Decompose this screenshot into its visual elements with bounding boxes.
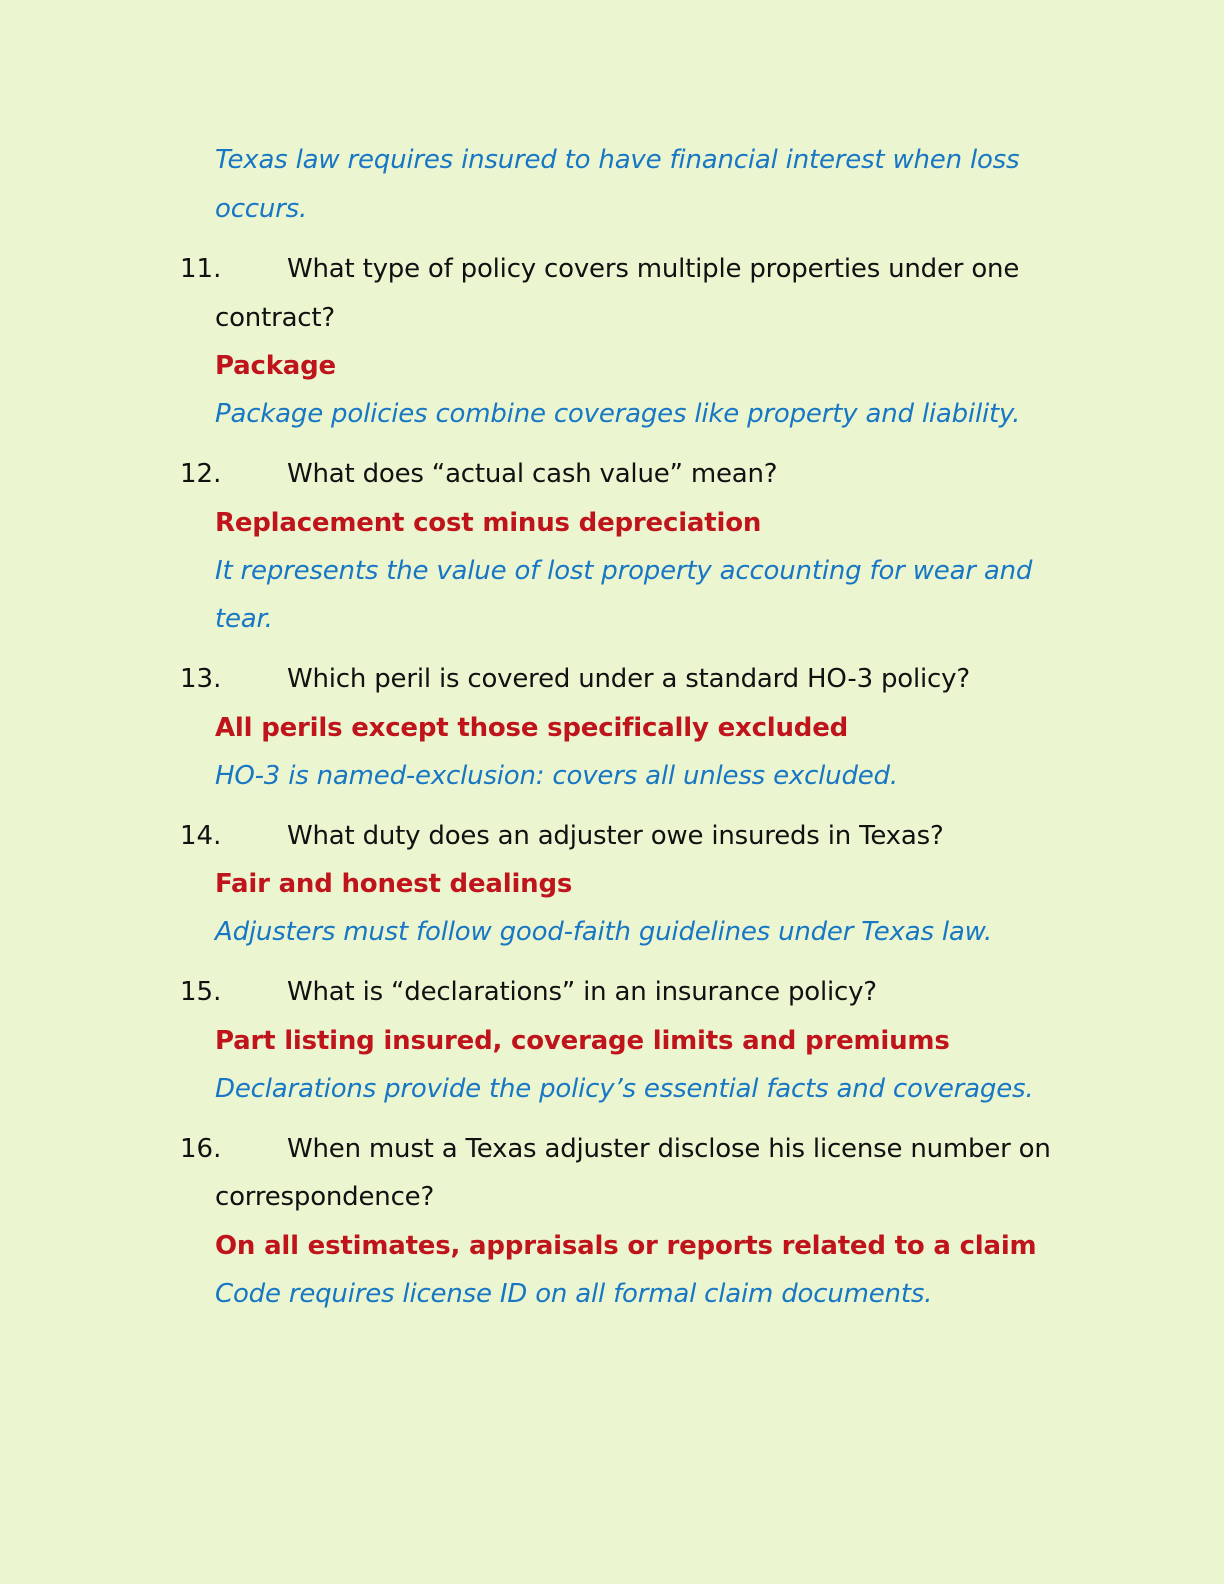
question-text: What does “actual cash value” mean? [287, 459, 778, 489]
question-text: What duty does an adjuster owe insureds in Texas? [287, 821, 944, 851]
answer-text: On all estimates, appraisals or reports related to a claim [215, 1231, 1037, 1261]
question-number: 13. [180, 664, 222, 694]
question-text-continued: correspondence? [215, 1182, 435, 1212]
explanation-text: Code requires license ID on all formal claim documents. [215, 1279, 933, 1309]
question-text-continued: contract? [215, 303, 335, 333]
explanation-text: It represents the value of lost property accounting for wear and [215, 556, 1033, 586]
intro-explanation-line-1: Texas law requires insured to have financial interest when loss [215, 145, 1020, 175]
answer-text: All perils except those specifically excluded [215, 713, 849, 743]
explanation-text: HO-3 is named-exclusion: covers all unless excluded. [215, 761, 898, 791]
intro-explanation-line-2: occurs. [215, 194, 308, 224]
question-text: Which peril is covered under a standard HO-3 policy? [287, 664, 970, 694]
question-number: 11. [180, 254, 222, 284]
question-number: 15. [180, 977, 222, 1007]
explanation-text: Declarations provide the policy’s essential facts and coverages. [215, 1074, 1034, 1104]
answer-text: Package [215, 351, 336, 381]
question-number: 14. [180, 821, 222, 851]
question-number: 16. [180, 1134, 222, 1164]
answer-text: Replacement cost minus depreciation [215, 508, 762, 538]
answer-text: Part listing insured, coverage limits and premiums [215, 1026, 950, 1056]
question-text: When must a Texas adjuster disclose his license number on [287, 1134, 1051, 1164]
question-number: 12. [180, 459, 222, 489]
answer-text: Fair and honest dealings [215, 869, 573, 899]
question-text: What type of policy covers multiple properties under one [287, 254, 1020, 284]
explanation-text-continued: tear. [215, 604, 273, 634]
question-text: What is “declarations” in an insurance policy? [287, 977, 877, 1007]
explanation-text: Adjusters must follow good-faith guidelines under Texas law. [215, 917, 993, 947]
explanation-text: Package policies combine coverages like property and liability. [215, 399, 1021, 429]
